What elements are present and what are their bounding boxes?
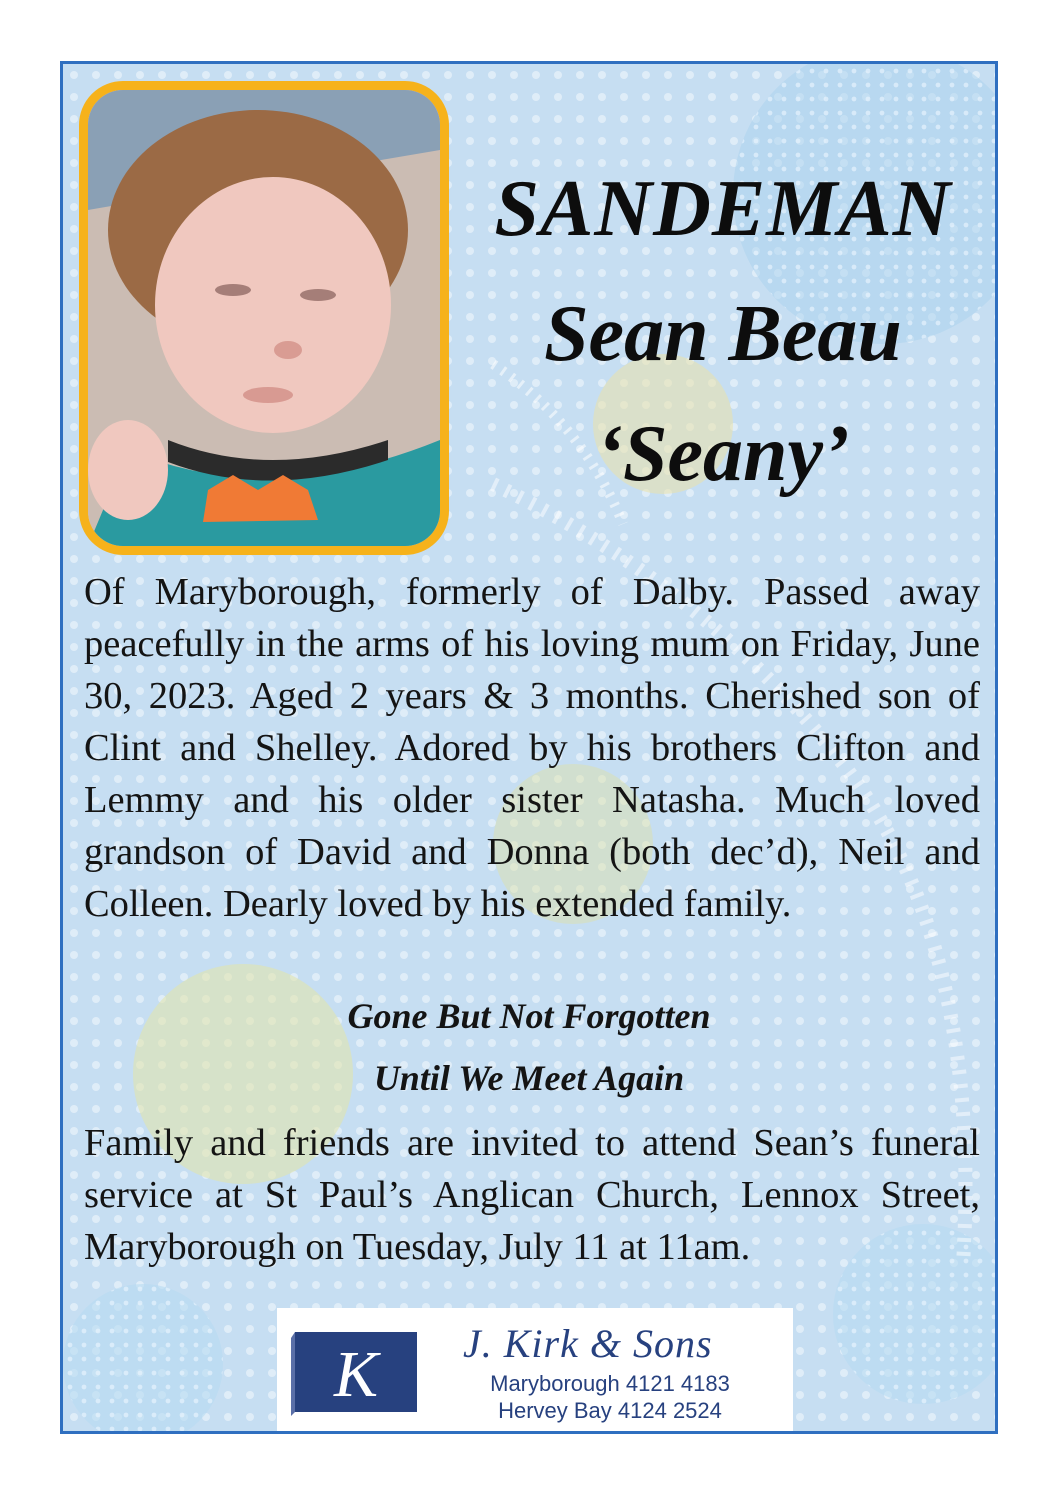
verse-line-2: Until We Meet Again	[373, 1058, 685, 1098]
child-portrait-image	[88, 90, 440, 546]
funeral-details-paragraph: Family and friends are invited to attend Sean’s funeral service at St Paul’s Anglican Church, Lennox Street, Maryborough on Tuesday, July 11 at 11am.	[84, 1122, 980, 1268]
obituary-paragraph: Of Maryborough, formerly of Dalby. Passed away peacefully in the arms of his loving mum on Friday, June 30, 2023. Aged 2 years & 3 months. Cherished son of Clint and Shelley. Adored by his brothers Clifton and Lemmy and his older sister Natasha. Much loved grandson of David and Donna (both dec’d), Neil and Colleen. Dearly loved by his extended family.	[84, 571, 980, 925]
maryborough-phone: Maryborough 4121 4183	[490, 1371, 730, 1396]
nickname-heading: ‘Seany’	[596, 410, 850, 498]
death-notice	[60, 61, 998, 1434]
funeral-director-logo	[277, 1308, 793, 1431]
given-names-heading: Sean Beau	[544, 290, 902, 378]
verse-line-1: Gone But Not Forgotten	[347, 996, 711, 1036]
logo-letter: K	[333, 1338, 379, 1411]
memorial-photo	[79, 81, 449, 555]
kirk-k-monogram-icon	[291, 1328, 421, 1416]
funeral-director-name: J. Kirk & Sons	[463, 1321, 713, 1366]
surname-heading: SANDEMAN	[494, 165, 952, 253]
hervey-bay-phone: Hervey Bay 4124 2524	[498, 1398, 722, 1423]
